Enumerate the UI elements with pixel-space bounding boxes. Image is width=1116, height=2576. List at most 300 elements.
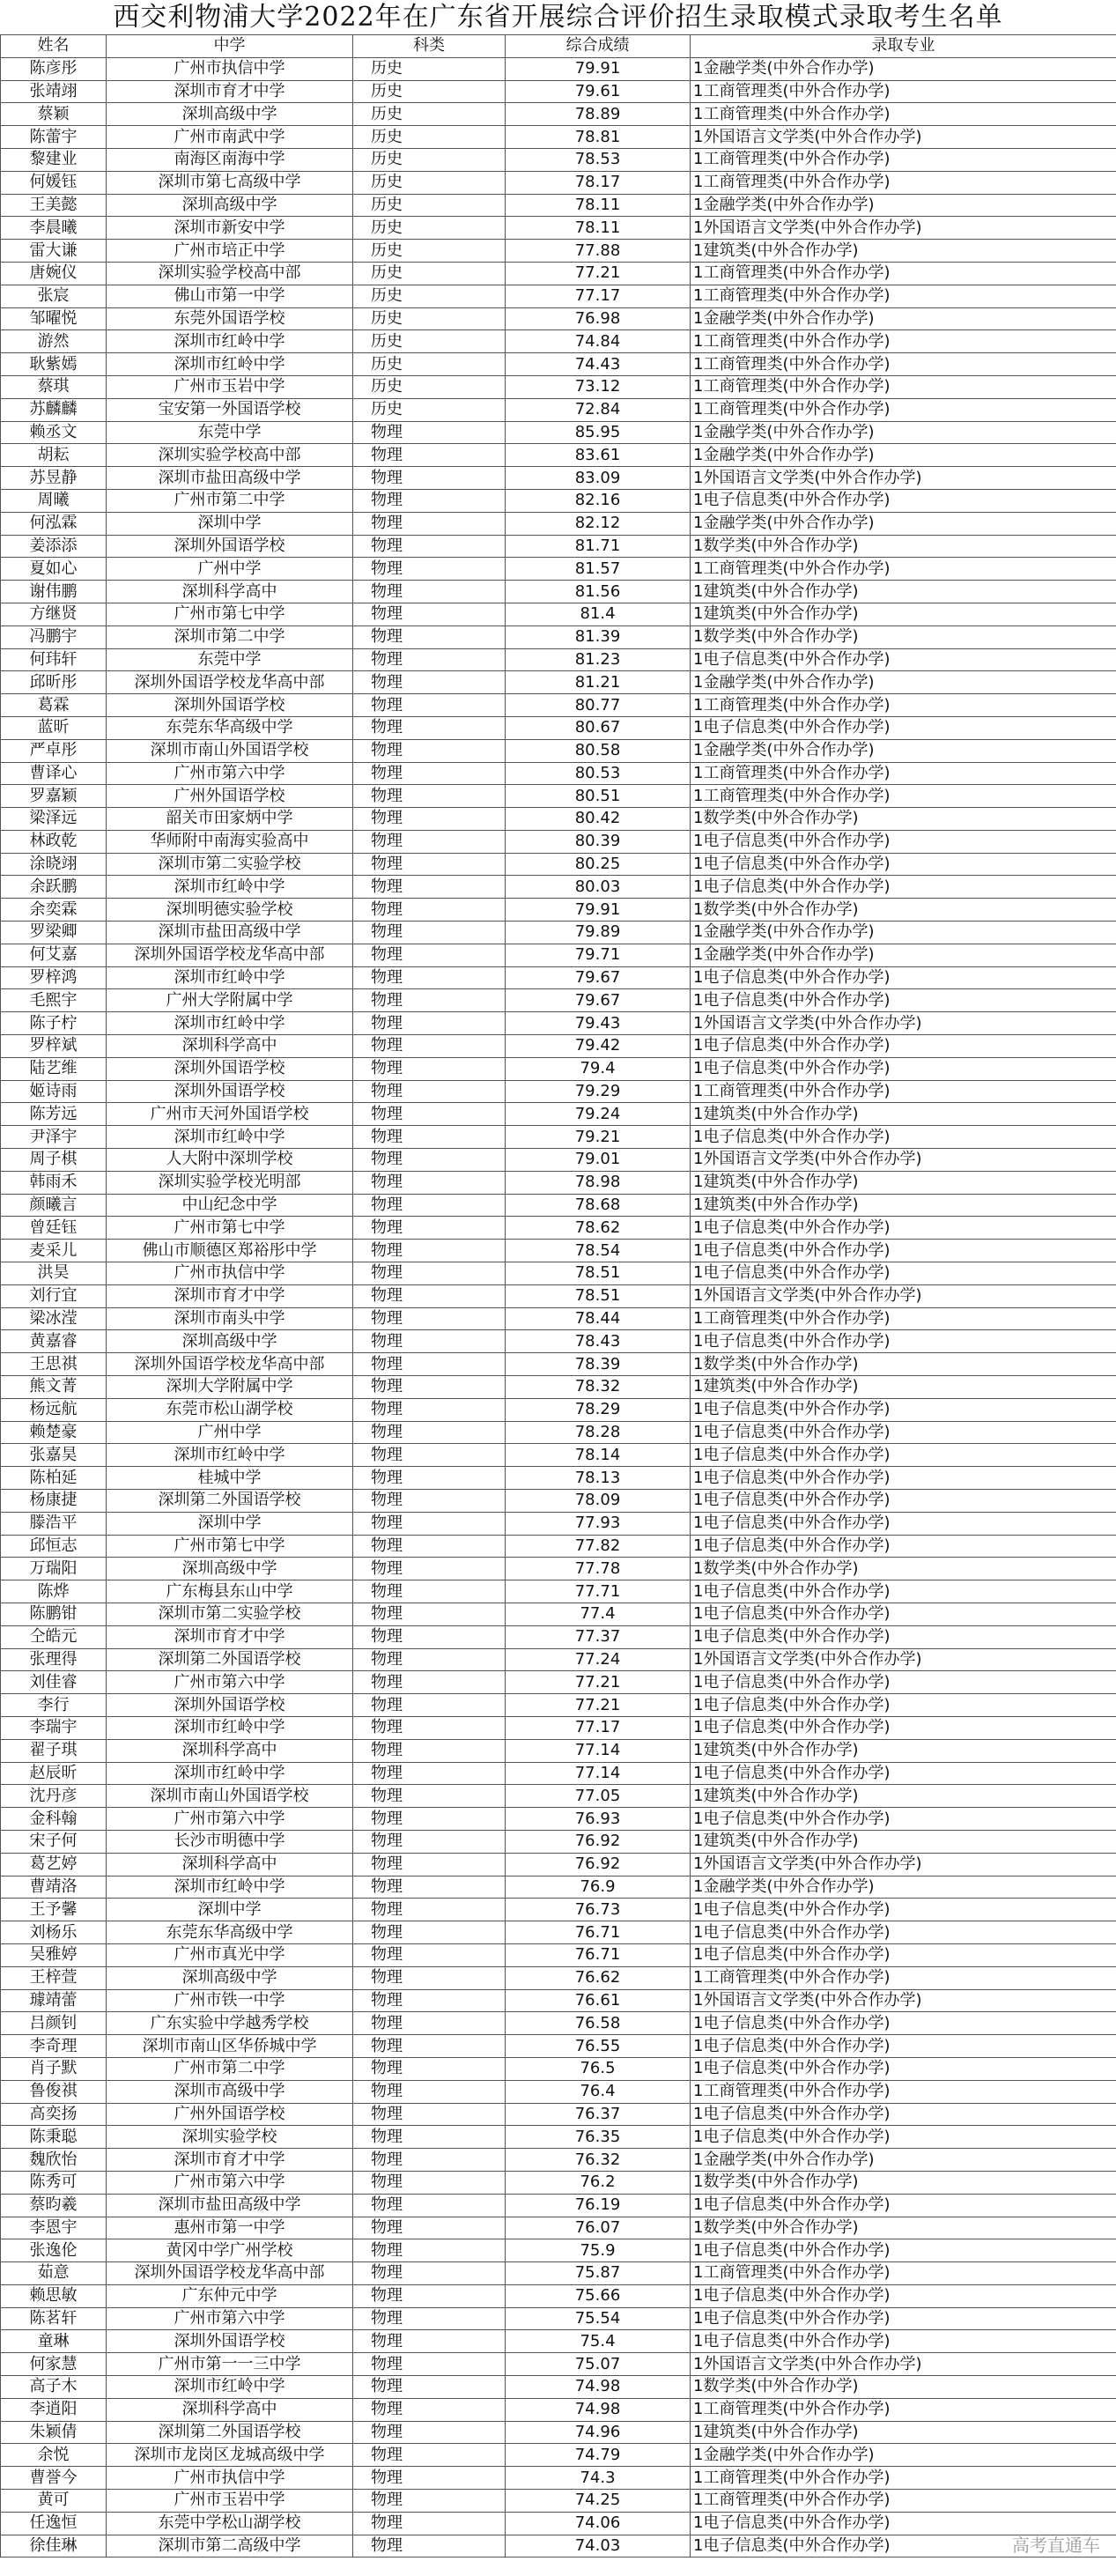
table-row xyxy=(1,2149,1116,2172)
cell-score: 83.09 xyxy=(506,467,691,490)
cell-subject: 物理 xyxy=(353,2149,506,2172)
cell-subject: 物理 xyxy=(353,2444,506,2467)
cell-school: 广州外国语学校 xyxy=(107,785,353,808)
cell-name: 蔡琪 xyxy=(1,375,107,398)
cell-subject: 物理 xyxy=(353,989,506,1012)
cell-name: 高奕扬 xyxy=(1,2103,107,2126)
table-row xyxy=(1,625,1116,648)
cell-subject: 物理 xyxy=(353,694,506,717)
cell-major: 1电子信息类(中外合作办学) xyxy=(691,853,1116,876)
cell-name: 黎建业 xyxy=(1,148,107,171)
cell-subject: 物理 xyxy=(353,1103,506,1126)
cell-school: 深圳第二外国语学校 xyxy=(107,1648,353,1671)
cell-school: 深圳市南山外国语学校 xyxy=(107,1785,353,1808)
cell-major: 1工商管理类(中外合作办学) xyxy=(691,785,1116,808)
cell-score: 76.92 xyxy=(506,1853,691,1876)
table-row xyxy=(1,808,1116,831)
cell-name: 韩雨禾 xyxy=(1,1171,107,1194)
cell-school: 佛山市顺德区郑裕彤中学 xyxy=(107,1240,353,1262)
cell-school: 华师附中南海实验高中 xyxy=(107,830,353,853)
cell-name: 谢伟鹏 xyxy=(1,581,107,603)
cell-school: 深圳外国语学校 xyxy=(107,1080,353,1103)
cell-name: 赖思敏 xyxy=(1,2284,107,2307)
cell-score: 77.14 xyxy=(506,1739,691,1762)
cell-score: 76.5 xyxy=(506,2057,691,2080)
table-row xyxy=(1,944,1116,966)
table-row xyxy=(1,2262,1116,2285)
table-row xyxy=(1,581,1116,603)
cell-subject: 物理 xyxy=(353,1490,506,1513)
cell-score: 79.89 xyxy=(506,922,691,944)
cell-major: 1电子信息类(中外合作办学) xyxy=(691,1421,1116,1444)
cell-school: 深圳外国语学校 xyxy=(107,535,353,558)
table-row xyxy=(1,1126,1116,1149)
cell-school: 中山纪念中学 xyxy=(107,1194,353,1217)
cell-name: 邱昕彤 xyxy=(1,671,107,694)
cell-score: 78.13 xyxy=(506,1467,691,1490)
cell-name: 罗嘉颖 xyxy=(1,785,107,808)
table-row xyxy=(1,512,1116,535)
cell-score: 76.32 xyxy=(506,2149,691,2172)
cell-school: 深圳市南头中学 xyxy=(107,1307,353,1330)
cell-major: 1电子信息类(中外合作办学) xyxy=(691,1535,1116,1558)
cell-subject: 物理 xyxy=(353,1899,506,1921)
cell-name: 李奇理 xyxy=(1,2035,107,2058)
cell-subject: 物理 xyxy=(353,671,506,694)
cell-subject: 物理 xyxy=(353,2512,506,2535)
cell-school: 广州市第一一三中学 xyxy=(107,2353,353,2376)
cell-score: 78.14 xyxy=(506,1444,691,1467)
cell-major: 1电子信息类(中外合作办学) xyxy=(691,1580,1116,1603)
cell-name: 蔡昀羲 xyxy=(1,2194,107,2217)
cell-major: 1工商管理类(中外合作办学) xyxy=(691,2490,1116,2513)
cell-score: 81.56 xyxy=(506,581,691,603)
cell-school: 东莞中学 xyxy=(107,421,353,444)
cell-name: 刘佳睿 xyxy=(1,1671,107,1694)
cell-score: 83.61 xyxy=(506,444,691,467)
cell-school: 广州市第六中学 xyxy=(107,2171,353,2194)
cell-major: 1电子信息类(中外合作办学) xyxy=(691,1762,1116,1785)
table-row xyxy=(1,148,1116,171)
cell-score: 75.07 xyxy=(506,2353,691,2376)
table-row xyxy=(1,2126,1116,2149)
cell-school: 广东实验中学越秀学校 xyxy=(107,2012,353,2035)
cell-subject: 物理 xyxy=(353,489,506,512)
cell-subject: 物理 xyxy=(353,2330,506,2353)
table-row xyxy=(1,785,1116,808)
cell-school: 深圳市盐田高级中学 xyxy=(107,922,353,944)
cell-major: 1建筑类(中外合作办学) xyxy=(691,603,1116,625)
cell-subject: 历史 xyxy=(353,398,506,421)
cell-score: 77.17 xyxy=(506,1716,691,1739)
cell-major: 1工商管理类(中外合作办学) xyxy=(691,398,1116,421)
table-row xyxy=(1,353,1116,376)
table-row xyxy=(1,1035,1116,1058)
cell-school: 深圳外国语学校龙华高中部 xyxy=(107,944,353,966)
cell-score: 81.71 xyxy=(506,535,691,558)
cell-score: 74.96 xyxy=(506,2421,691,2444)
column-header-school: 中学 xyxy=(107,35,353,58)
cell-subject: 物理 xyxy=(353,1808,506,1831)
table-header-row xyxy=(1,35,1116,58)
cell-score: 77.24 xyxy=(506,1648,691,1671)
cell-name: 童琳 xyxy=(1,2330,107,2353)
cell-score: 79.61 xyxy=(506,80,691,103)
cell-name: 万瑞阳 xyxy=(1,1558,107,1580)
cell-subject: 物理 xyxy=(353,1217,506,1240)
cell-score: 80.39 xyxy=(506,830,691,853)
cell-score: 77.82 xyxy=(506,1535,691,1558)
cell-subject: 物理 xyxy=(353,2284,506,2307)
cell-name: 余跃鹏 xyxy=(1,876,107,899)
cell-major: 1数学类(中外合作办学) xyxy=(691,535,1116,558)
cell-score: 76.98 xyxy=(506,307,691,330)
cell-subject: 物理 xyxy=(353,1149,506,1172)
table-row xyxy=(1,989,1116,1012)
cell-name: 曾廷钰 xyxy=(1,1217,107,1240)
cell-score: 75.66 xyxy=(506,2284,691,2307)
cell-subject: 历史 xyxy=(353,285,506,307)
cell-school: 广州市执信中学 xyxy=(107,1262,353,1285)
cell-name: 陈芳远 xyxy=(1,1103,107,1126)
cell-major: 1外国语言文学类(中外合作办学) xyxy=(691,1853,1116,1876)
cell-major: 1数学类(中外合作办学) xyxy=(691,1558,1116,1580)
cell-major: 1金融学类(中外合作办学) xyxy=(691,57,1116,80)
cell-subject: 历史 xyxy=(353,80,506,103)
cell-major: 1金融学类(中外合作办学) xyxy=(691,194,1116,217)
column-header-score: 综合成绩 xyxy=(506,35,691,58)
cell-subject: 物理 xyxy=(353,2126,506,2149)
cell-name: 苏麟麟 xyxy=(1,398,107,421)
table-row xyxy=(1,1103,1116,1126)
table-row xyxy=(1,194,1116,217)
cell-subject: 物理 xyxy=(353,421,506,444)
table-row xyxy=(1,1512,1116,1535)
table-row xyxy=(1,240,1116,263)
cell-subject: 物理 xyxy=(353,2467,506,2490)
cell-subject: 物理 xyxy=(353,899,506,922)
cell-name: 张理得 xyxy=(1,1648,107,1671)
cell-subject: 物理 xyxy=(353,2057,506,2080)
cell-major: 1数学类(中外合作办学) xyxy=(691,2376,1116,2399)
cell-name: 陈秉聪 xyxy=(1,2126,107,2149)
cell-name: 罗梁卿 xyxy=(1,922,107,944)
cell-major: 1电子信息类(中外合作办学) xyxy=(691,1262,1116,1285)
cell-name: 李逍阳 xyxy=(1,2398,107,2421)
cell-school: 广东梅县东山中学 xyxy=(107,1580,353,1603)
table-row xyxy=(1,1785,1116,1808)
table-row xyxy=(1,2490,1116,2513)
cell-subject: 物理 xyxy=(353,1376,506,1399)
cell-major: 1电子信息类(中外合作办学) xyxy=(691,1490,1116,1513)
cell-school: 深圳市第二实验学校 xyxy=(107,1603,353,1625)
cell-school: 深圳实验学校高中部 xyxy=(107,444,353,467)
cell-subject: 物理 xyxy=(353,1671,506,1694)
table-row xyxy=(1,1398,1116,1421)
cell-score: 78.29 xyxy=(506,1398,691,1421)
cell-score: 76.71 xyxy=(506,1921,691,1944)
cell-major: 1电子信息类(中外合作办学) xyxy=(691,2126,1116,2149)
cell-major: 1金融学类(中外合作办学) xyxy=(691,671,1116,694)
cell-name: 鲁俊祺 xyxy=(1,2080,107,2103)
cell-score: 78.39 xyxy=(506,1353,691,1376)
cell-score: 79.67 xyxy=(506,989,691,1012)
cell-subject: 物理 xyxy=(353,1171,506,1194)
table-row xyxy=(1,1467,1116,1490)
cell-school: 深圳市第二实验学校 xyxy=(107,853,353,876)
cell-school: 深圳大学附属中学 xyxy=(107,1376,353,1399)
cell-name: 沈丹彦 xyxy=(1,1785,107,1808)
cell-score: 77.88 xyxy=(506,240,691,263)
table-row xyxy=(1,1830,1116,1853)
cell-score: 74.79 xyxy=(506,2444,691,2467)
cell-name: 严卓彤 xyxy=(1,739,107,762)
cell-major: 1电子信息类(中外合作办学) xyxy=(691,1716,1116,1739)
cell-score: 79.01 xyxy=(506,1149,691,1172)
table-row xyxy=(1,1080,1116,1103)
cell-school: 广州市第七中学 xyxy=(107,1217,353,1240)
cell-name: 邱恒志 xyxy=(1,1535,107,1558)
cell-school: 广州大学附属中学 xyxy=(107,989,353,1012)
cell-name: 罗梓鸿 xyxy=(1,966,107,989)
cell-major: 1外国语言文学类(中外合作办学) xyxy=(691,2353,1116,2376)
cell-school: 广州市执信中学 xyxy=(107,2467,353,2490)
cell-major: 1工商管理类(中外合作办学) xyxy=(691,375,1116,398)
cell-major: 1电子信息类(中外合作办学) xyxy=(691,1808,1116,1831)
cell-name: 曹译心 xyxy=(1,762,107,785)
cell-school: 深圳市红岭中学 xyxy=(107,1716,353,1739)
table-row xyxy=(1,2194,1116,2217)
cell-subject: 物理 xyxy=(353,1989,506,2012)
cell-score: 74.98 xyxy=(506,2398,691,2421)
cell-name: 李晨曦 xyxy=(1,217,107,240)
cell-major: 1工商管理类(中外合作办学) xyxy=(691,171,1116,194)
cell-score: 80.58 xyxy=(506,739,691,762)
cell-major: 1外国语言文学类(中外合作办学) xyxy=(691,126,1116,149)
cell-school: 深圳市第二高级中学 xyxy=(107,2535,353,2557)
cell-major: 1工商管理类(中外合作办学) xyxy=(691,2467,1116,2490)
cell-school: 深圳中学 xyxy=(107,1899,353,1921)
cell-score: 76.07 xyxy=(506,2217,691,2239)
table-row xyxy=(1,671,1116,694)
cell-major: 1外国语言文学类(中外合作办学) xyxy=(691,1648,1116,1671)
cell-score: 75.87 xyxy=(506,2262,691,2285)
cell-school: 广州中学 xyxy=(107,1421,353,1444)
cell-name: 吴雅婷 xyxy=(1,1943,107,1966)
cell-score: 78.28 xyxy=(506,1421,691,1444)
cell-school: 深圳外国语学校 xyxy=(107,694,353,717)
cell-score: 82.16 xyxy=(506,489,691,512)
cell-subject: 历史 xyxy=(353,330,506,353)
cell-subject: 物理 xyxy=(353,762,506,785)
cell-subject: 物理 xyxy=(353,2080,506,2103)
cell-score: 77.4 xyxy=(506,1603,691,1625)
cell-subject: 历史 xyxy=(353,171,506,194)
cell-school: 深圳科学高中 xyxy=(107,2398,353,2421)
cell-score: 81.21 xyxy=(506,671,691,694)
cell-score: 76.19 xyxy=(506,2194,691,2217)
table-row xyxy=(1,1876,1116,1899)
cell-score: 80.53 xyxy=(506,762,691,785)
table-row xyxy=(1,694,1116,717)
cell-major: 1建筑类(中外合作办学) xyxy=(691,1171,1116,1194)
cell-major: 1金融学类(中外合作办学) xyxy=(691,739,1116,762)
cell-subject: 物理 xyxy=(353,1785,506,1808)
cell-score: 77.21 xyxy=(506,1694,691,1717)
table-row xyxy=(1,2376,1116,2399)
cell-name: 高子木 xyxy=(1,2376,107,2399)
table-row xyxy=(1,1716,1116,1739)
cell-name: 翟子琪 xyxy=(1,1739,107,1762)
cell-name: 王思祺 xyxy=(1,1353,107,1376)
cell-major: 1电子信息类(中外合作办学) xyxy=(691,1467,1116,1490)
cell-major: 1金融学类(中外合作办学) xyxy=(691,2444,1116,2467)
cell-subject: 物理 xyxy=(353,1580,506,1603)
cell-major: 1工商管理类(中外合作办学) xyxy=(691,1966,1116,1989)
cell-score: 75.4 xyxy=(506,2330,691,2353)
cell-name: 何泓霖 xyxy=(1,512,107,535)
cell-school: 深圳市育才中学 xyxy=(107,1625,353,1648)
cell-name: 曹靖洛 xyxy=(1,1876,107,1899)
cell-school: 桂城中学 xyxy=(107,1467,353,1490)
cell-subject: 物理 xyxy=(353,2035,506,2058)
cell-score: 78.09 xyxy=(506,1490,691,1513)
cell-major: 1电子信息类(中外合作办学) xyxy=(691,1057,1116,1080)
cell-name: 陈鹏钳 xyxy=(1,1603,107,1625)
cell-school: 广州中学 xyxy=(107,558,353,581)
cell-school: 深圳外国语学校龙华高中部 xyxy=(107,671,353,694)
cell-score: 75.54 xyxy=(506,2307,691,2330)
cell-score: 78.68 xyxy=(506,1194,691,1217)
table-row xyxy=(1,716,1116,739)
table-row xyxy=(1,1194,1116,1217)
table-row xyxy=(1,2239,1116,2262)
cell-name: 吕颜钊 xyxy=(1,2012,107,2035)
cell-subject: 物理 xyxy=(353,1648,506,1671)
table-row xyxy=(1,2057,1116,2080)
cell-major: 1电子信息类(中外合作办学) xyxy=(691,2535,1116,2557)
cell-score: 79.4 xyxy=(506,1057,691,1080)
cell-school: 深圳市红岭中学 xyxy=(107,1762,353,1785)
cell-subject: 物理 xyxy=(353,2398,506,2421)
table-row xyxy=(1,1558,1116,1580)
cell-major: 1数学类(中外合作办学) xyxy=(691,1353,1116,1376)
cell-subject: 物理 xyxy=(353,1194,506,1217)
cell-score: 78.51 xyxy=(506,1284,691,1307)
table-row xyxy=(1,1217,1116,1240)
table-body xyxy=(1,57,1116,2557)
cell-subject: 物理 xyxy=(353,2376,506,2399)
cell-subject: 物理 xyxy=(353,1966,506,1989)
cell-name: 张逸伦 xyxy=(1,2239,107,2262)
cell-score: 74.84 xyxy=(506,330,691,353)
table-row xyxy=(1,2284,1116,2307)
cell-name: 陈彦彤 xyxy=(1,57,107,80)
cell-name: 雷大谦 xyxy=(1,240,107,263)
table-row xyxy=(1,1671,1116,1694)
cell-subject: 物理 xyxy=(353,1057,506,1080)
cell-major: 1金融学类(中外合作办学) xyxy=(691,1876,1116,1899)
cell-major: 1电子信息类(中外合作办学) xyxy=(691,1921,1116,1944)
cell-name: 杨远航 xyxy=(1,1398,107,1421)
cell-subject: 物理 xyxy=(353,1716,506,1739)
cell-score: 78.89 xyxy=(506,103,691,126)
table-row xyxy=(1,853,1116,876)
cell-school: 韶关市田家炳中学 xyxy=(107,808,353,831)
table-row xyxy=(1,80,1116,103)
cell-subject: 物理 xyxy=(353,444,506,467)
cell-name: 陈秀可 xyxy=(1,2171,107,2194)
cell-subject: 历史 xyxy=(353,240,506,263)
cell-subject: 历史 xyxy=(353,148,506,171)
table-row xyxy=(1,1376,1116,1399)
cell-major: 1电子信息类(中外合作办学) xyxy=(691,2035,1116,2058)
cell-name: 蓝昕 xyxy=(1,716,107,739)
cell-major: 1外国语言文学类(中外合作办学) xyxy=(691,1012,1116,1035)
cell-name: 余悦 xyxy=(1,2444,107,2467)
cell-school: 深圳外国语学校 xyxy=(107,1057,353,1080)
page-title: 西交利物浦大学2022年在广东省开展综合评价招生录取模式录取考生名单 xyxy=(113,2,1003,33)
cell-subject: 物理 xyxy=(353,2171,506,2194)
table-row xyxy=(1,1444,1116,1467)
cell-school: 广州市执信中学 xyxy=(107,57,353,80)
table-row xyxy=(1,1808,1116,1831)
cell-subject: 物理 xyxy=(353,2217,506,2239)
cell-subject: 物理 xyxy=(353,944,506,966)
cell-major: 1工商管理类(中外合作办学) xyxy=(691,558,1116,581)
cell-school: 深圳科学高中 xyxy=(107,581,353,603)
cell-school: 东莞中学松山湖学校 xyxy=(107,2512,353,2535)
cell-school: 广州市第六中学 xyxy=(107,2307,353,2330)
table-row xyxy=(1,603,1116,625)
table-row xyxy=(1,398,1116,421)
cell-subject: 物理 xyxy=(353,2012,506,2035)
cell-subject: 物理 xyxy=(353,1353,506,1376)
cell-score: 76.61 xyxy=(506,1989,691,2012)
cell-school: 深圳市红岭中学 xyxy=(107,1126,353,1149)
column-header-subject: 科类 xyxy=(353,35,506,58)
table-row xyxy=(1,1284,1116,1307)
cell-major: 1电子信息类(中外合作办学) xyxy=(691,2057,1116,2080)
cell-subject: 物理 xyxy=(353,648,506,671)
cell-school: 深圳市红岭中学 xyxy=(107,1444,353,1467)
cell-school: 深圳高级中学 xyxy=(107,1330,353,1353)
cell-major: 1工商管理类(中外合作办学) xyxy=(691,262,1116,285)
cell-subject: 物理 xyxy=(353,1739,506,1762)
cell-school: 深圳实验学校 xyxy=(107,2126,353,2149)
cell-major: 1电子信息类(中外合作办学) xyxy=(691,2194,1116,2217)
table-row xyxy=(1,126,1116,149)
cell-subject: 物理 xyxy=(353,830,506,853)
cell-name: 滕浩平 xyxy=(1,1512,107,1535)
cell-school: 东莞东华高级中学 xyxy=(107,716,353,739)
cell-school: 东莞中学 xyxy=(107,648,353,671)
cell-major: 1电子信息类(中外合作办学) xyxy=(691,2512,1116,2535)
cell-major: 1金融学类(中外合作办学) xyxy=(691,444,1116,467)
cell-subject: 物理 xyxy=(353,1444,506,1467)
cell-subject: 物理 xyxy=(353,467,506,490)
cell-major: 1电子信息类(中外合作办学) xyxy=(691,2330,1116,2353)
watermark-text: 高考直通车 xyxy=(1012,2535,1100,2556)
cell-name: 杨康捷 xyxy=(1,1490,107,1513)
table-row xyxy=(1,1580,1116,1603)
table-row xyxy=(1,57,1116,80)
cell-major: 1数学类(中外合作办学) xyxy=(691,2217,1116,2239)
cell-school: 深圳市红岭中学 xyxy=(107,966,353,989)
cell-name: 冯鹏宇 xyxy=(1,625,107,648)
cell-major: 1电子信息类(中外合作办学) xyxy=(691,1899,1116,1921)
cell-major: 1电子信息类(中外合作办学) xyxy=(691,1444,1116,1467)
